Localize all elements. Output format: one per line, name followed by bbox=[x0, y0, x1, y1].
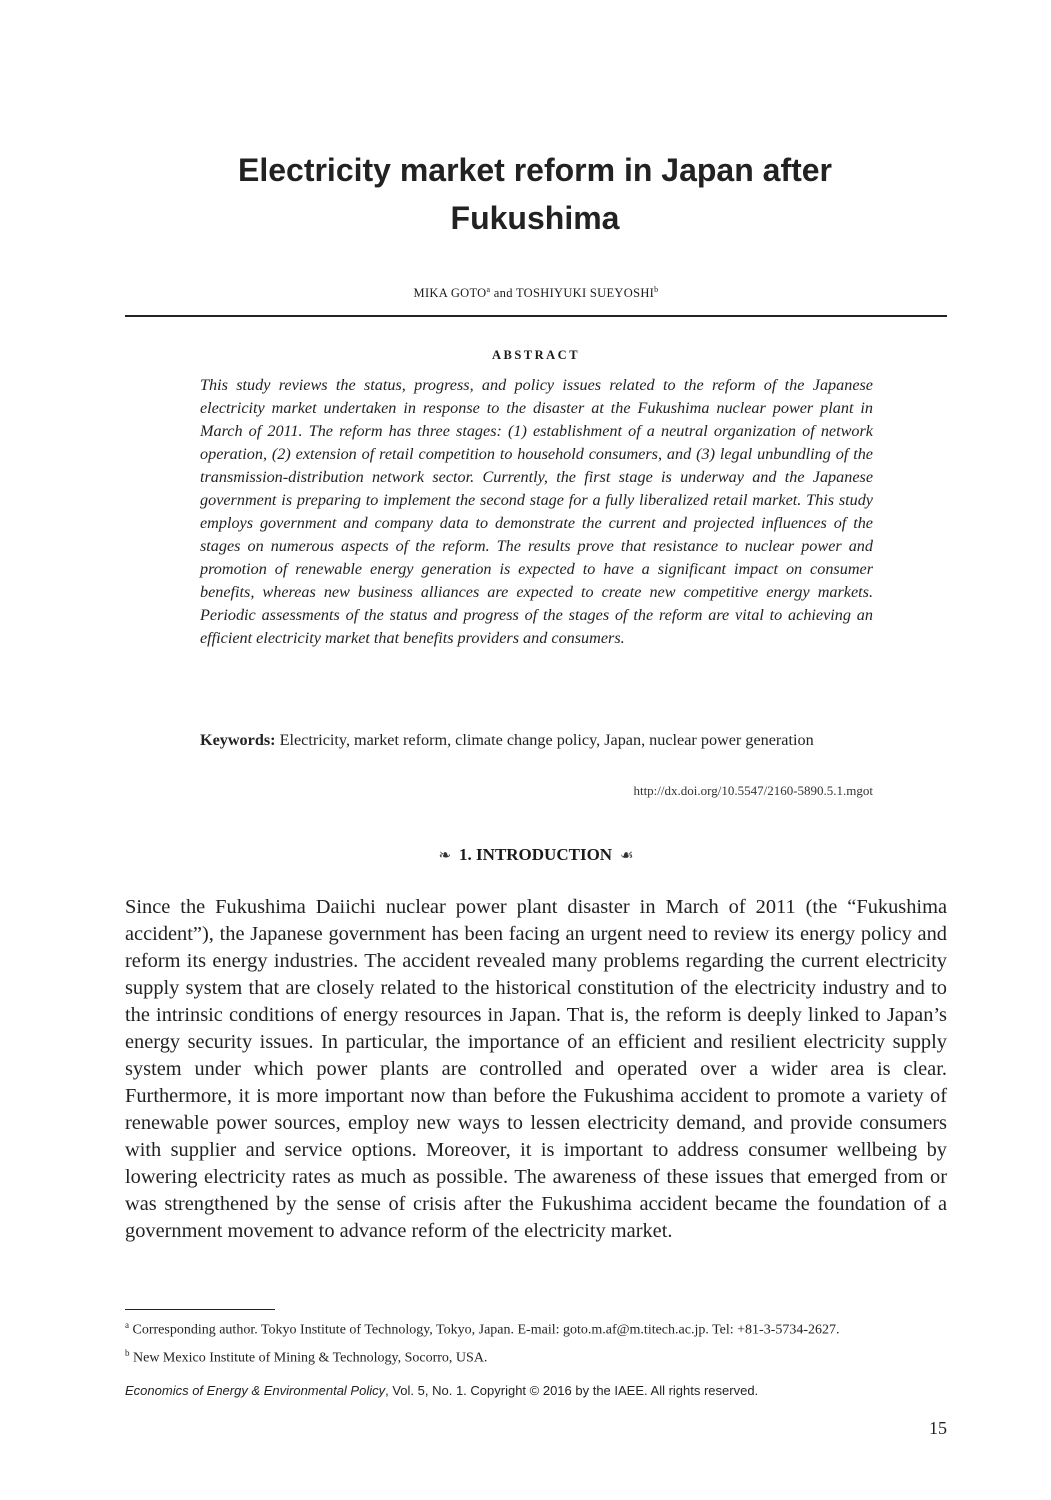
footnote-b bbox=[125, 1343, 947, 1369]
affiliation-mark: a bbox=[486, 285, 491, 294]
footnote-divider bbox=[125, 1309, 275, 1310]
header-divider bbox=[125, 315, 947, 317]
page-number: 15 bbox=[929, 1418, 947, 1438]
ornament-left-icon: ❧ bbox=[438, 848, 452, 864]
footnote-a bbox=[125, 1315, 947, 1341]
ornament-right-icon: ☙ bbox=[620, 848, 634, 864]
keywords-label: Keywords: bbox=[200, 731, 276, 749]
author-line bbox=[125, 285, 947, 301]
abstract-heading: ABSTRACT bbox=[491, 348, 581, 362]
footnote-text: New Mexico Institute of Mining & Technology, Socorro, USA. bbox=[129, 1350, 488, 1366]
copyright-line bbox=[125, 1383, 947, 1398]
section-heading bbox=[125, 845, 947, 865]
footnote-mark: b bbox=[125, 1347, 130, 1358]
footnotes bbox=[125, 1315, 947, 1370]
footnote-mark: a bbox=[125, 1320, 129, 1330]
copyright-text: , Vol. 5, No. 1. Copyright © 2016 by the IAEE. All rights reserved. bbox=[385, 1383, 759, 1398]
keywords bbox=[200, 729, 873, 752]
doi-link[interactable]: http://dx.doi.org/10.5547/2160-5890.5.1.mgot bbox=[633, 783, 873, 798]
footnote-text: Corresponding author. Tokyo Institute of Technology, Tokyo, Japan. E-mail: goto.m.af@m.titech.ac.jp. Tel: +81-3-5734-2627. bbox=[129, 1322, 840, 1338]
section-title: 1. INTRODUCTION bbox=[459, 845, 613, 864]
author-name: TOSHIYUKI SUEYOSHI bbox=[515, 286, 655, 301]
article-title: Electricity market reform in Japan after Fukushima bbox=[237, 152, 832, 236]
author-name: MIKA GOTO bbox=[413, 286, 487, 301]
affiliation-mark: b bbox=[654, 285, 659, 294]
abstract-body: This study reviews the status, progress, and policy issues related to the reform of the Japanese electricity market undertaken in response to the disaster at the Fukushima nuclear power plant in March of 2011. The reform has three stages: (1) establishment of a neutral organization of network operation, (2) extension of retail competition to household consumers, and (3) legal unbundling of the transmission-distribution network sector. Currently, the first stage is underway and the Japanese government is preparing to implement the second stage for a fully liberalized retail market. This study employs government and company data to demonstrate the current and projected influences of the stages on numerous aspects of the reform. The results prove that resistance to nuclear power and promotion of renewable energy generation is expected to have a significant impact on consumer benefits, whereas new business alliances are expected to create new competitive energy markets. Periodic assessments of the status and progress of the stages of the reform are vital to achieving an efficient electricity market that benefits providers and consumers. bbox=[200, 376, 873, 647]
journal-name: Economics of Energy & Environmental Policy bbox=[125, 1383, 386, 1398]
keywords-text: Electricity, market reform, climate change policy, Japan, nuclear power generation bbox=[275, 731, 814, 749]
introduction-body: Since the Fukushima Daiichi nuclear power plant disaster in March of 2011 (the “Fukushima accident”), the Japanese government has been facing an urgent need to review its energy policy and reform its energy industries. The accident revealed many problems regarding the current electricity supply system that are closely related to the historical constitution of the electricity industry and to the intrinsic conditions of energy resources in Japan. That is, the reform is deeply linked to Japan’s energy security issues. In particular, the importance of an efficient and resilient electricity supply system under which power plants are controlled and operated over a wider area is clear. Furthermore, it is more important now than before the Fukushima accident to promote a variety of renewable power sources, employ new ways to lessen electricity demand, and provide consumers with supplier and service options. Moreover, it is important to address consumer wellbeing by lowering electricity rates as much as possible. The awareness of these issues that emerged from or was strengthened by the sense of crisis after the Fukushima accident became the foundation of a government movement to advance reform of the electricity market. bbox=[125, 896, 947, 1242]
author-conjunction: and bbox=[490, 286, 516, 301]
